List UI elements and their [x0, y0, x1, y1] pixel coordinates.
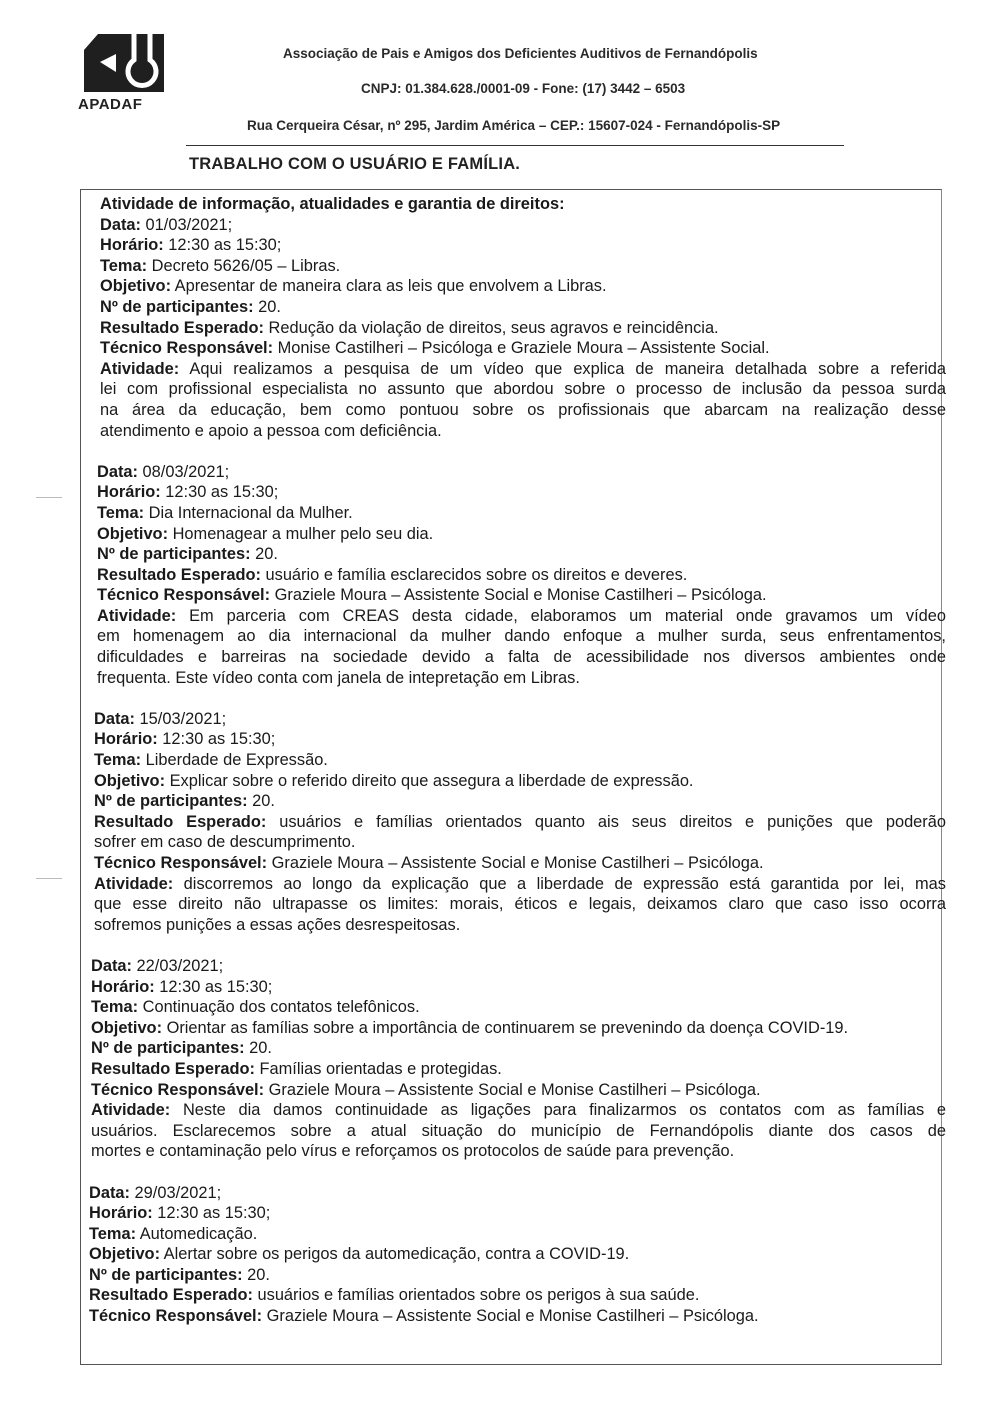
entry-activity-line: mortes e contaminação pelo vírus e reforçamos os protocolos de saúde para prevenção.	[91, 1142, 735, 1161]
entry-theme: Tema: Dia Internacional da Mulher.	[97, 503, 353, 522]
activities-content	[89, 194, 946, 1327]
entry-participants: Nº de participantes: 20.	[94, 792, 275, 811]
org-name: Associação de Pais e Amigos dos Deficientes Auditivos de Fernandópolis	[283, 46, 758, 61]
activity-entry	[94, 709, 946, 936]
entry-theme: Tema: Automedicação.	[89, 1224, 258, 1243]
entry-activity: Atividade: Neste dia damos continuidade as ligações para finalizarmos os contatos com as famílias e	[91, 1101, 946, 1120]
entry-objective: Objetivo: Orientar as famílias sobre a importância de continuarem se prevenindo da doença COVID-19.	[91, 1018, 849, 1037]
entry-technician: Técnico Responsável: Graziele Moura – Assistente Social e Monise Castilheri – Psicóloga.	[91, 1080, 761, 1099]
entry-activity-line: lei com profissional especialista no assunto que abordou sobre o processo de inclusão da pessoa surda	[100, 380, 946, 399]
entry-participants: Nº de participantes: 20.	[91, 1039, 272, 1058]
entry-theme: Tema: Continuação dos contatos telefônicos.	[91, 998, 420, 1017]
entry-participants: Nº de participantes: 20.	[97, 545, 278, 564]
entry-objective: Objetivo: Homenagear a mulher pelo seu dia.	[97, 524, 434, 543]
entry-expected-result: Resultado Esperado: Famílias orientadas e protegidas.	[91, 1059, 502, 1078]
entry-activity-line: na área da educação, bem como pontuou sobre os profissionais que abarcam na realização desse	[100, 400, 946, 419]
entry-technician: Técnico Responsável: Graziele Moura – Assistente Social e Monise Castilheri – Psicóloga.	[97, 586, 767, 605]
activity-entry	[91, 956, 946, 1162]
entry-date: Data: 08/03/2021;	[97, 462, 230, 481]
entry-expected-result: Resultado Esperado: usuários e famílias orientados sobre os perigos à sua saúde.	[89, 1286, 700, 1305]
entry-date: Data: 29/03/2021;	[89, 1183, 222, 1202]
entry-time: Horário: 12:30 as 15:30;	[89, 1204, 271, 1223]
entry-activity-line: em homenagem ao dia internacional da mulher dando enfoque a mulher surda, seus enfrentamentos,	[97, 627, 946, 646]
entry-activity-line: sofremos punições a essas ações desrespeitosas.	[94, 915, 461, 934]
entry-participants: Nº de participantes: 20.	[100, 297, 281, 316]
page-title: TRABALHO COM O USUÁRIO E FAMÍLIA.	[189, 155, 521, 173]
entry-expected-result: Resultado Esperado: Redução da violação de direitos, seus agravos e reincidência.	[100, 318, 719, 337]
entry-date: Data: 01/03/2021;	[100, 215, 233, 234]
activity-entry	[97, 462, 946, 689]
entry-time: Horário: 12:30 as 15:30;	[94, 730, 276, 749]
entry-objective: Objetivo: Alertar sobre os perigos da automedicação, contra a COVID-19.	[89, 1245, 630, 1264]
entry-activity-line: atendimento e apoio a pessoa com deficiência.	[100, 421, 442, 440]
binder-mark	[36, 878, 62, 879]
entry-participants: Nº de participantes: 20.	[89, 1265, 270, 1284]
entry-technician: Técnico Responsável: Graziele Moura – Assistente Social e Monise Castilheri – Psicóloga.	[94, 854, 764, 872]
entry-objective: Objetivo: Apresentar de maneira clara as leis que envolvem a Libras.	[100, 277, 607, 296]
entry-technician: Técnico Responsável: Graziele Moura – Assistente Social e Monise Castilheri – Psicóloga.	[89, 1307, 759, 1326]
entry-technician: Técnico Responsável: Monise Castilheri – Psicóloga e Graziele Moura – Assistente Social.	[100, 339, 770, 358]
entry-time: Horário: 12:30 as 15:30;	[100, 236, 282, 255]
entry-theme: Tema: Decreto 5626/05 – Libras.	[100, 256, 341, 275]
entry-expected-result-line: sofrer em caso de descumprimento.	[94, 833, 356, 852]
entry-activity-line: usuários. Esclarecemos sobre a atual situação do município de Fernandópolis diante dos casos de	[91, 1121, 946, 1140]
entry-date: Data: 22/03/2021;	[91, 956, 224, 975]
entry-activity: Atividade: Em parceria com CREAS desta cidade, elaboramos um material onde gravamos um vídeo	[97, 606, 946, 625]
entry-activity: Atividade: discorremos ao longo da explicação que a liberdade de expressão está garantida por lei, mas	[94, 874, 946, 893]
address-line: Rua Cerqueira César, nº 295, Jardim América – CEP.: 15607-024 - Fernandópolis-SP	[247, 118, 781, 133]
section-heading: Atividade de informação, atualidades e garantia de direitos:	[100, 195, 565, 213]
entry-time: Horário: 12:30 as 15:30;	[91, 977, 273, 996]
entry-activity-line: frequenta. Este vídeo conta com janela de intepretação em Libras.	[97, 668, 580, 687]
binder-mark	[36, 497, 62, 498]
header-divider	[186, 145, 844, 146]
activity-entry	[100, 215, 946, 442]
entry-expected-result: Resultado Esperado: usuários e famílias orientados quanto ais seus direitos e punições que poderão	[94, 812, 946, 831]
cnpj-phone-line: CNPJ: 01.384.628./0001-09 - Fone: (17) 3442 – 6503	[361, 81, 686, 96]
entry-activity: Atividade: Aqui realizamos a pesquisa de um vídeo que explica de maneira detalhada sobre a referida	[100, 359, 946, 378]
entry-time: Horário: 12:30 as 15:30;	[97, 483, 279, 502]
entry-activity-line: dificuldades e barreiras na sociedade devido a falta de acessibilidade nos diversos ambientes onde	[97, 648, 946, 667]
activity-entry	[89, 1183, 946, 1327]
logo-text: APADAF	[78, 96, 143, 113]
entry-theme: Tema: Liberdade de Expressão.	[94, 751, 328, 770]
entry-expected-result: Resultado Esperado: usuário e família esclarecidos sobre os direitos e deveres.	[97, 565, 688, 584]
entry-date: Data: 15/03/2021;	[94, 709, 227, 728]
entry-activity-line: que esse direito não ultrapasse os limites: morais, éticos e legais, deixamos claro que caso isso ocorra	[94, 895, 946, 914]
entry-objective: Objetivo: Explicar sobre o referido direito que assegura a liberdade de expressão.	[94, 771, 694, 790]
